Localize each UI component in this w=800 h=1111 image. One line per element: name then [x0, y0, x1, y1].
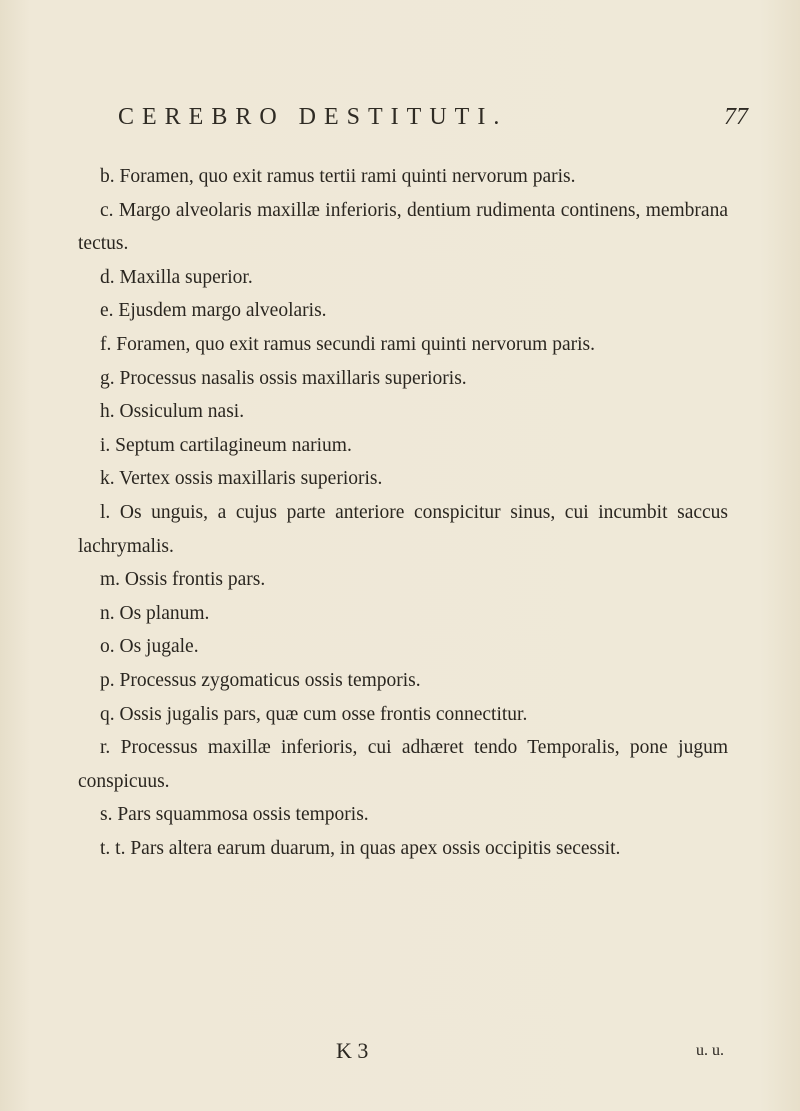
running-title: CEREBRO DESTITUTI.	[118, 104, 508, 130]
legend-entry-l: l. Os unguis, a cujus parte anteriore conspicitur sinus, cui incumbit saccus lachrymalis.	[78, 501, 728, 557]
legend-entry-i: i. Septum cartilagineum narium.	[100, 434, 352, 456]
legend-entry-f: f. Foramen, quo exit ramus secundi rami quinti nervorum paris.	[100, 333, 595, 355]
legend-entry-k: k. Vertex ossis maxillaris superioris.	[100, 468, 383, 490]
page-footer	[78, 1038, 728, 1068]
legend-entry-g: g. Processus nasalis ossis maxillaris superioris.	[100, 367, 467, 389]
legend-entry-b: b. Foramen, quo exit ramus tertii rami quinti nervorum paris.	[100, 166, 576, 187]
legend-list	[78, 160, 728, 865]
legend-entry-d: d. Maxilla superior.	[100, 266, 253, 288]
legend-entry-p: p. Processus zygomaticus ossis temporis.	[100, 669, 421, 691]
catchword: u. u.	[696, 1042, 724, 1059]
legend-entry-o: o. Os jugale.	[100, 636, 199, 658]
legend-entry-e: e. Ejusdem margo alveolaris.	[100, 300, 327, 322]
legend-entry-q: q. Ossis jugalis pars, quæ cum osse frontis connectitur.	[100, 703, 528, 725]
legend-entry-t: t. t. Pars altera earum duarum, in quas apex ossis occipitis secessit.	[100, 837, 621, 859]
page-number: 77	[724, 104, 748, 130]
page-header	[118, 104, 748, 144]
legend-entry-s: s. Pars squammosa ossis temporis.	[100, 804, 369, 826]
signature-mark: K 3	[336, 1038, 369, 1063]
legend-entry-n: n. Os planum.	[100, 602, 210, 624]
legend-entry-c: c. Margo alveolaris maxillæ inferioris, dentium rudimenta continens, membrana tectus.	[78, 199, 728, 255]
legend-entry-r: r. Processus maxillæ inferioris, cui adhæret tendo Temporalis, pone jugum conspicuus.	[78, 737, 728, 792]
legend-entry-h: h. Ossiculum nasi.	[100, 401, 245, 423]
legend-entry-m: m. Ossis frontis pars.	[100, 569, 266, 591]
